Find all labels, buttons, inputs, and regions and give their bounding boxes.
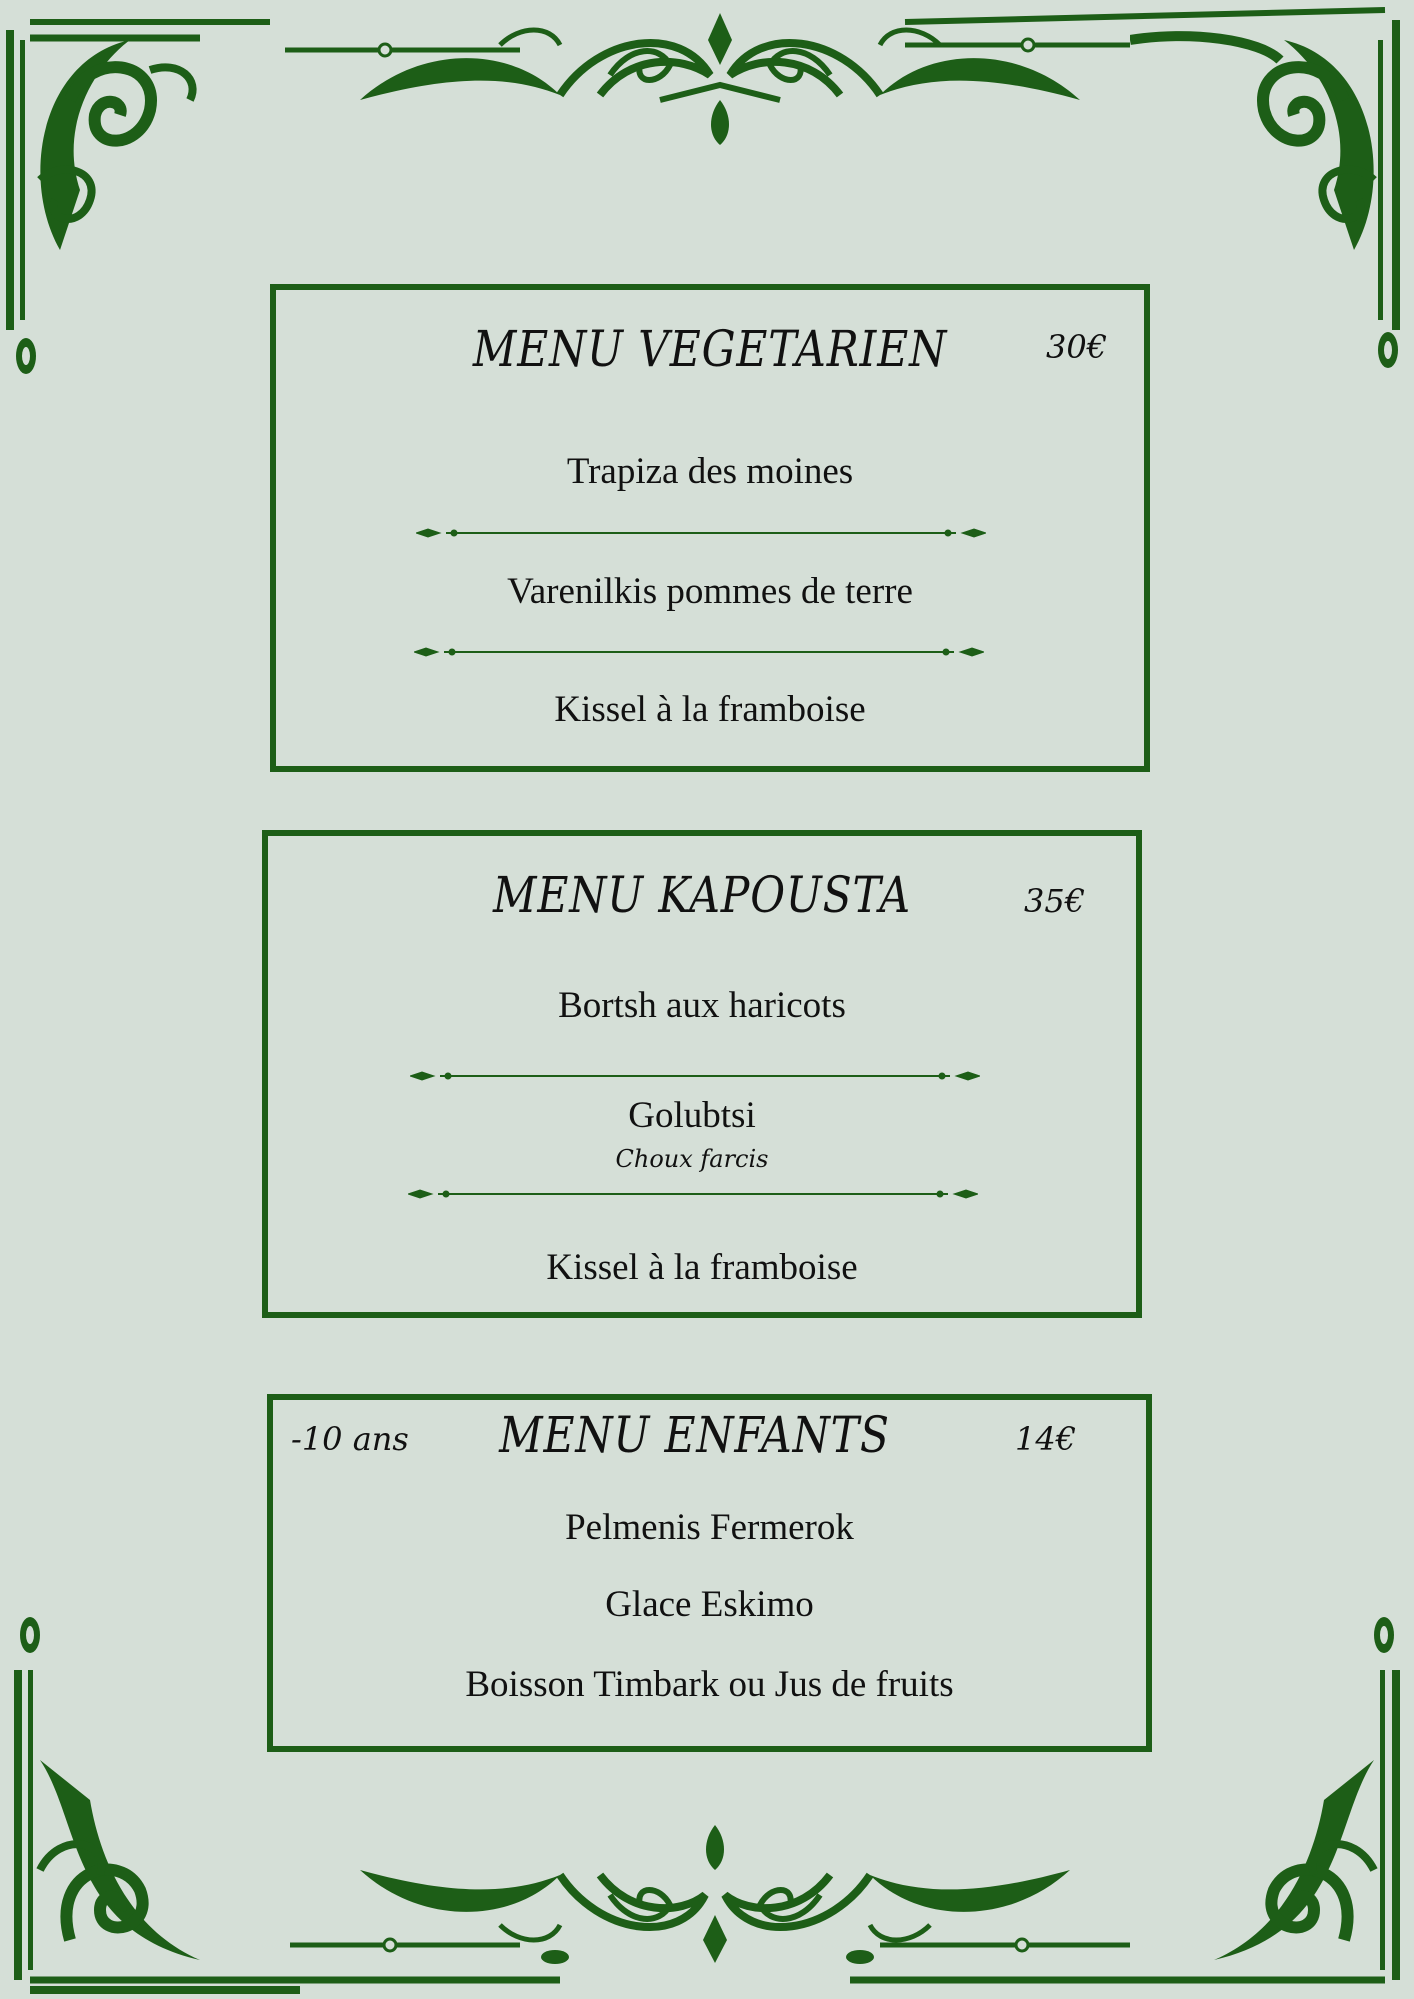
corner-ornament-top-right-icon [1130, 0, 1414, 390]
menu-title: MENU VEGETARIEN [472, 320, 948, 378]
menu-card-vegetarien [270, 284, 1150, 772]
menu-item: Pelmenis Fermerok [565, 1507, 854, 1548]
menu-age-note: -10 ans [291, 1420, 409, 1458]
menu-item: Golubtsi [628, 1095, 756, 1136]
divider-ornament-icon [410, 1069, 980, 1083]
menu-title: MENU ENFANTS [499, 1406, 890, 1464]
menu-item: Trapiza des moines [566, 451, 854, 492]
menu-item-subtitle: Choux farcis [615, 1145, 769, 1173]
menu-item: Boisson Timbark ou Jus de fruits [465, 1664, 954, 1705]
menu-item: Kissel à la framboise [554, 689, 866, 730]
menu-item: Bortsh aux haricots [558, 985, 846, 1026]
menu-price: 14€ [1015, 1420, 1077, 1458]
top-center-ornament-icon [360, 5, 1080, 155]
divider-ornament-icon [416, 526, 986, 540]
menu-price: 30€ [1046, 328, 1108, 366]
divider-ornament-icon [408, 1187, 978, 1201]
divider-ornament-icon [414, 645, 984, 659]
menu-card-enfants [267, 1394, 1152, 1752]
menu-card-kapousta [262, 830, 1142, 1318]
menu-item: Glace Eskimo [605, 1584, 814, 1625]
bottom-center-ornament-icon [360, 1815, 1080, 1965]
menu-price: 35€ [1024, 882, 1086, 920]
corner-ornament-bottom-right-icon [1114, 1610, 1414, 1999]
menu-item: Varenilkis pommes de terre [507, 571, 913, 612]
menu-item: Kissel à la framboise [546, 1247, 858, 1288]
menu-title: MENU KAPOUSTA [493, 866, 911, 924]
